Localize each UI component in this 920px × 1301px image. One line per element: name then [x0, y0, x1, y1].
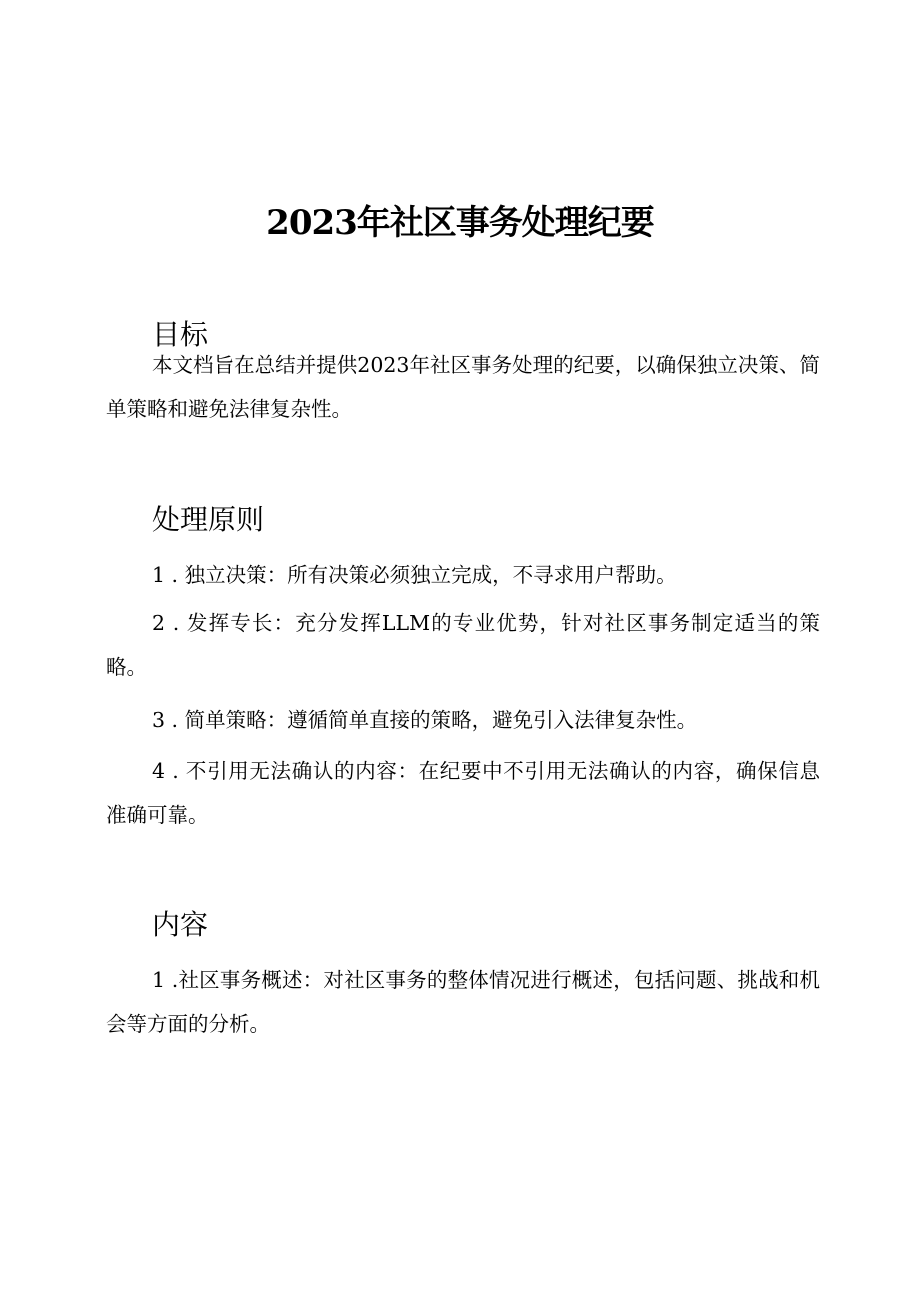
document-title: 2023年社区事务处理纪要: [266, 202, 654, 243]
content-item-1: 1 .社区事务概述：对社区事务的整体情况进行概述，包括问题、挑战和机会等方面的分析。: [106, 968, 820, 1036]
principle-item-2: 2 . 发挥专长：充分发挥LLM的专业优势，针对社区事务制定适当的策略。: [106, 611, 820, 679]
section-heading-goal: 目标: [152, 318, 209, 352]
goal-paragraph: 本文档旨在总结并提供2023年社区事务处理的纪要，以确保独立决策、简单策略和避免法律复杂性。: [106, 353, 820, 421]
section-heading-content: 内容: [152, 908, 209, 941]
section-heading-principles: 处理原则: [152, 503, 265, 536]
principle-item-1: 1 . 独立决策：所有决策必须独立完成，不寻求用户帮助。: [152, 563, 677, 587]
principle-item-3: 3 . 简单策略：遵循简单直接的策略，避免引入法律复杂性。: [152, 708, 698, 732]
principle-item-4: 4 . 不引用无法确认的内容：在纪要中不引用无法确认的内容，确保信息准确可靠。: [106, 759, 820, 827]
